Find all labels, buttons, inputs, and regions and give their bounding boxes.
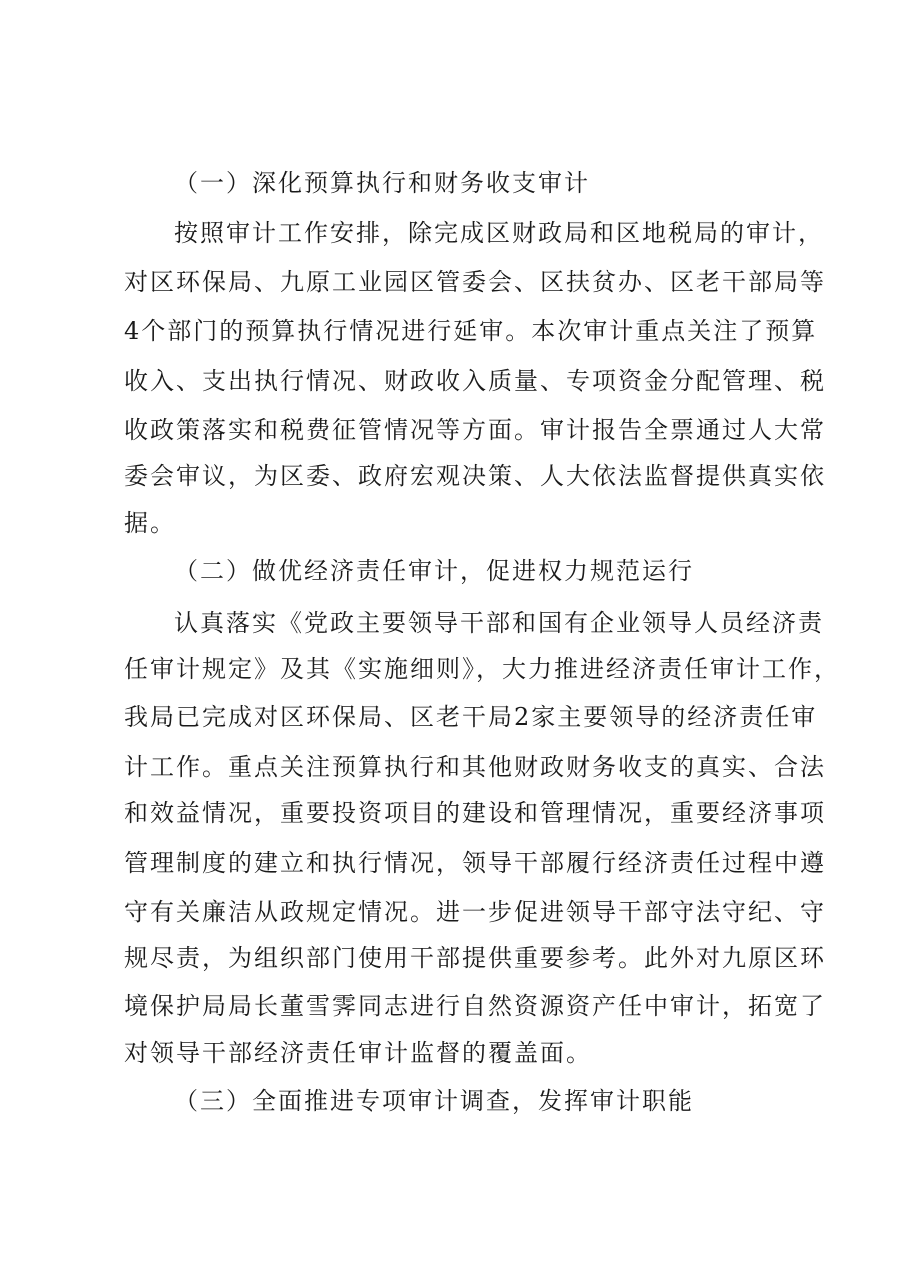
section-2-line-5: 和效益情况，重要投资项目的建设和管理情况，重要经济事项 [124, 799, 826, 827]
section-2-heading: （二）做优经济责任审计，促进权力规范运行 [174, 557, 694, 585]
section-1-line-5: 收政策落实和税费征管情况等方面。审计报告全票通过人大常 [124, 416, 826, 444]
section-2-line-7: 守有关廉洁从政规定情况。进一步促进领导干部守法守纪、守 [124, 898, 826, 926]
section-1-line-6: 委会审议，为区委、政府宏观决策、人大依法监督提供真实依 [124, 462, 826, 490]
section-1-line-3: 4个部门的预算执行情况进行延审。本次审计重点关注了预算 [124, 317, 818, 345]
section-1-line-7: 据。 [124, 509, 176, 537]
section-2-line-4: 计工作。重点关注预算执行和其他财政财务收支的真实、合法 [124, 753, 826, 781]
section-1-line-1: 按照审计工作安排，除完成区财政局和区地税局的审计， [174, 219, 824, 247]
section-2-line-10: 对领导干部经济责任审计监督的覆盖面。 [124, 1039, 592, 1067]
section-2-line-6: 管理制度的建立和执行情况，领导干部履行经济责任过程中遵 [124, 849, 826, 877]
section-3-heading: （三）全面推进专项审计调查，发挥审计职能 [174, 1087, 694, 1115]
section-1-line-2: 对区环保局、九原工业园区管委会、区扶贫办、区老干部局等 [124, 268, 826, 296]
section-2-line-9: 境保护局局长董雪霁同志进行自然资源资产任中审计，拓宽了 [124, 992, 826, 1020]
section-2-line-3: 我局已完成对区环保局、区老干局2家主要领导的经济责任审 [124, 703, 818, 731]
section-2-line-1: 认真落实《党政主要领导干部和国有企业领导人员经济责 [174, 609, 824, 637]
section-1-line-4: 收入、支出执行情况、财政收入质量、专项资金分配管理、税 [124, 367, 826, 395]
section-2-line-2: 任审计规定》及其《实施细则》，大力推进经济责任审计工作， [124, 655, 840, 683]
section-2-line-8: 规尽责，为组织部门使用干部提供重要参考。此外对九原区环 [124, 944, 826, 972]
section-1-heading: （一）深化预算执行和财务收支审计 [174, 169, 590, 197]
